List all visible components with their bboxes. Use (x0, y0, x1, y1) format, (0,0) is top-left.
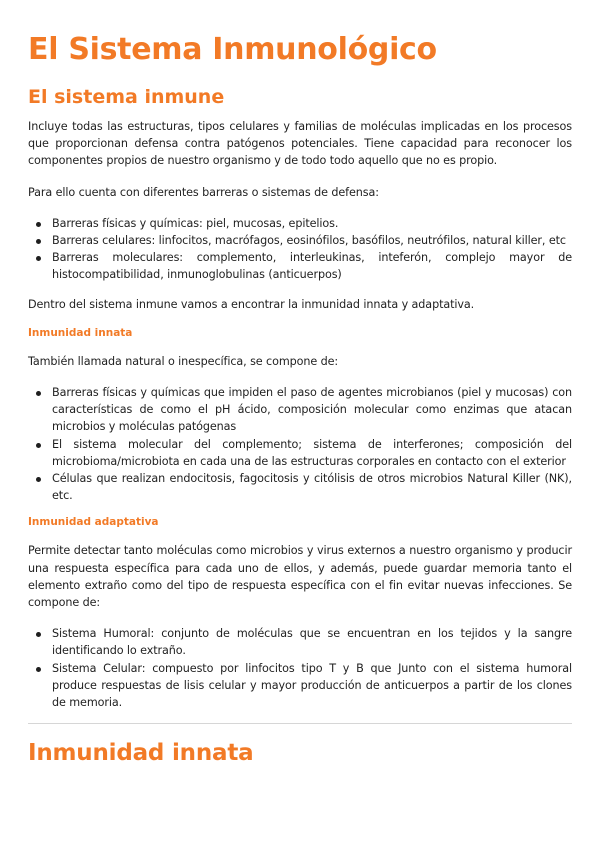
list-item: El sistema molecular del complemento; sistema de interferones; composición del microbioma/microbiota en cada una de las estructuras corporales en contacto con el exterior (52, 436, 572, 470)
intro-paragraph: Incluye todas las estructuras, tipos celulares y familias de moléculas implicadas en los procesos que proporcionan defensa contra patógenos potenciales. Tiene capacidad para reconocer los componentes propios de nuestro organismo y de todo todo aquello que no es propio. (28, 120, 572, 168)
list-item: Barreras celulares: linfocitos, macrófagos, eosinófilos, basófilos, neutrófilos, natural killer, etc (52, 232, 572, 249)
innate-list (28, 384, 572, 504)
barriers-list (28, 215, 572, 284)
list-item: Barreras físicas y químicas que impiden el paso de agentes microbianos (piel y mucosas) con características de como el pH ácido, composición molecular como enzimas que atacan microbios y moléculas patógenas (52, 384, 572, 436)
list-item: Barreras físicas y químicas: piel, mucosas, epitelios. (52, 215, 572, 232)
list-item: Sistema Humoral: conjunto de moléculas que se encuentran en los tejidos y la sangre identificando lo extraño. (52, 625, 572, 659)
list-item: Barreras moleculares: complemento, interleukinas, inteferón, complejo mayor de histocompatibilidad, inmunoglobulinas (anticuerpos) (52, 249, 572, 283)
document-body (28, 118, 572, 766)
list-item: Células que realizan endocitosis, fagocitosis y citólisis de otros microbios Natural Killer (NK), etc. (52, 470, 572, 504)
adaptive-heading: Inmunidad adaptativa (28, 516, 159, 529)
page-title: El Sistema Inmunológico (28, 32, 437, 67)
adaptive-list (28, 625, 572, 711)
immunity-types-paragraph: Dentro del sistema inmune vamos a encontrar la inmunidad innata y adaptativa. (28, 297, 475, 311)
adaptive-lead: Permite detectar tanto moléculas como microbios y virus externos a nuestro organismo y producir una respuesta específica para cada uno de ellos, y además, puede guardar memoria tanto el elemento extraño como del tipo de respuesta específica con el fin evitar nuevas infecciones. Se compone de: (28, 544, 572, 610)
section-title: El sistema inmune (28, 86, 225, 108)
innate-heading: Inmunidad innata (28, 326, 133, 339)
section-divider (28, 723, 572, 724)
list-item: Sistema Celular: compuesto por linfocitos tipo T y B que Junto con el sistema humoral produce respuestas de lisis celular y mayor producción de anticuerpos a partir de los clones de memoria. (52, 660, 572, 712)
barriers-lead: Para ello cuenta con diferentes barreras o sistemas de defensa: (28, 185, 379, 199)
next-section-title: Inmunidad innata (28, 740, 254, 767)
innate-lead: También llamada natural o inespecífica, se compone de: (28, 354, 339, 368)
